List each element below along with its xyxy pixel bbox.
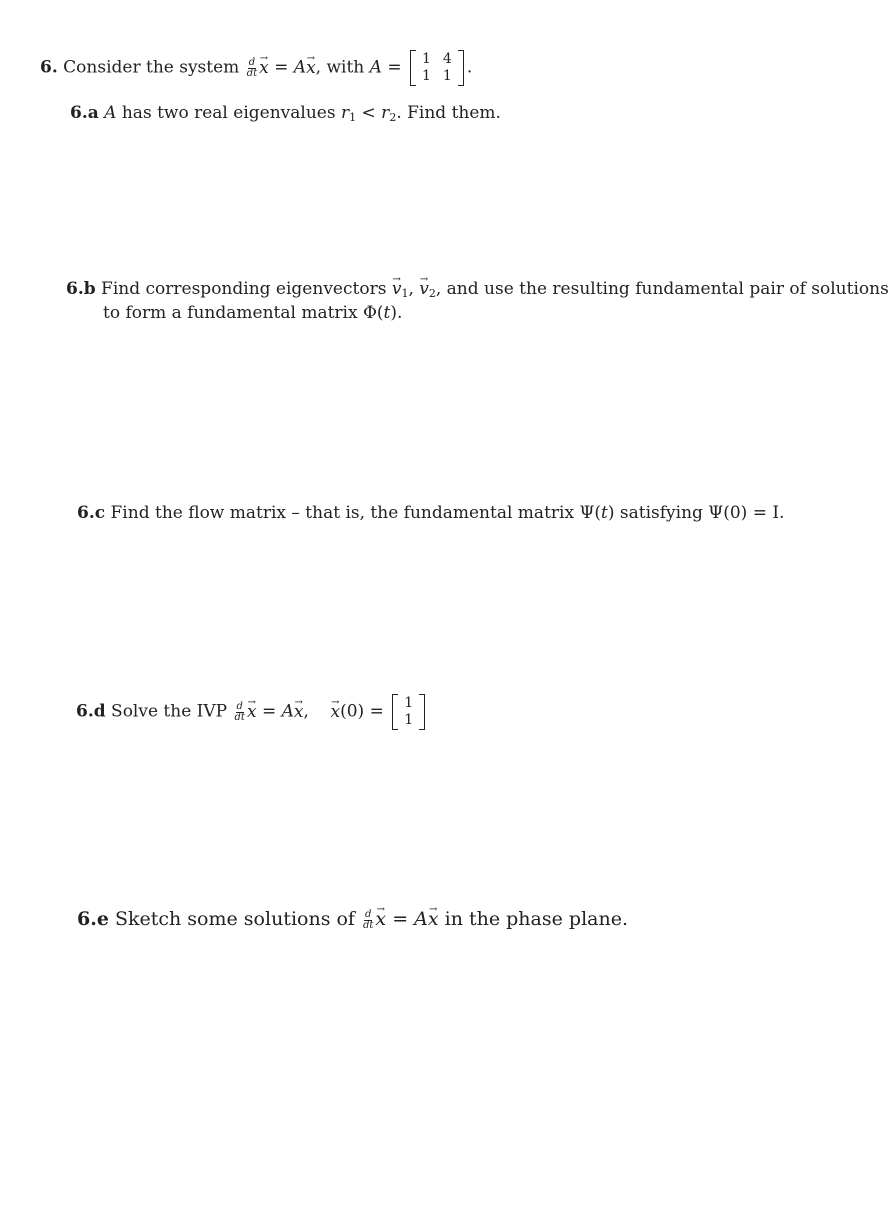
- matrix-cell: 1: [404, 712, 414, 728]
- part-c: 6.c Find the flow matrix – that is, the fundamental matrix Ψ(t) satisfying Ψ(0) = I.: [77, 503, 785, 523]
- matrix-cell: 1: [442, 68, 452, 84]
- derivative-fraction: $\frac{d}{dt}$: [234, 700, 245, 723]
- x-vector: → x: [294, 696, 304, 728]
- matrix-a: [410, 50, 464, 86]
- problem-intro: Consider the system: [63, 57, 240, 78]
- part-b-line2: to form a fundamental matrix Φ(t).: [103, 303, 403, 323]
- matrix-cell: 1: [421, 51, 431, 67]
- matrix-cell: 1: [404, 695, 414, 711]
- part-d: 6.d Solve the IVP $\frac{d}{dt}$ → x = A→ x, → x(0) = 1 1: [76, 694, 428, 730]
- part-a: 6.a A has two real eigenvalues $r_1 < r_2$. Find them.: [70, 103, 501, 124]
- x-vector: → x: [331, 696, 341, 728]
- x-vector: → x: [428, 906, 439, 932]
- x-vector: → x: [247, 696, 257, 728]
- matrix-cell: 1: [421, 68, 431, 84]
- part-e: 6.e Sketch some solutions of $\frac{d}{dt}$ → x = A→ x in the phase plane.: [77, 906, 628, 932]
- right-bracket: [458, 50, 464, 86]
- problem-statement: [40, 50, 472, 86]
- matrix-cell: 4: [442, 51, 452, 67]
- derivative-fraction: $\frac{d}{dt}$: [363, 908, 374, 931]
- part-label: 6.a: [70, 103, 99, 123]
- right-bracket: [419, 694, 425, 730]
- matrix-a-label: A =: [369, 57, 402, 78]
- x-vector: → x: [259, 55, 269, 81]
- part-label: 6.c: [77, 503, 106, 523]
- part-b: 6.b Find corresponding eigenvectors → $v_1$, → $v_2$, and use the resulting fundamental pair of solutions: [66, 278, 889, 305]
- part-label: 6.e: [77, 908, 109, 930]
- part-label: 6.d: [76, 701, 106, 722]
- equation-rhs: = A: [274, 57, 307, 78]
- v-vector: → v: [392, 278, 402, 300]
- derivative-fraction: $\frac{d}{dt}$: [246, 56, 258, 79]
- x-vector: → x: [375, 906, 386, 932]
- part-label: 6.b: [66, 279, 96, 299]
- problem-number: 6.: [40, 57, 58, 78]
- period: .: [466, 57, 473, 78]
- v-vector: → v: [419, 278, 429, 300]
- initial-vector: [392, 694, 425, 730]
- with-text: , with: [315, 57, 365, 78]
- x-vector: → x: [306, 55, 316, 81]
